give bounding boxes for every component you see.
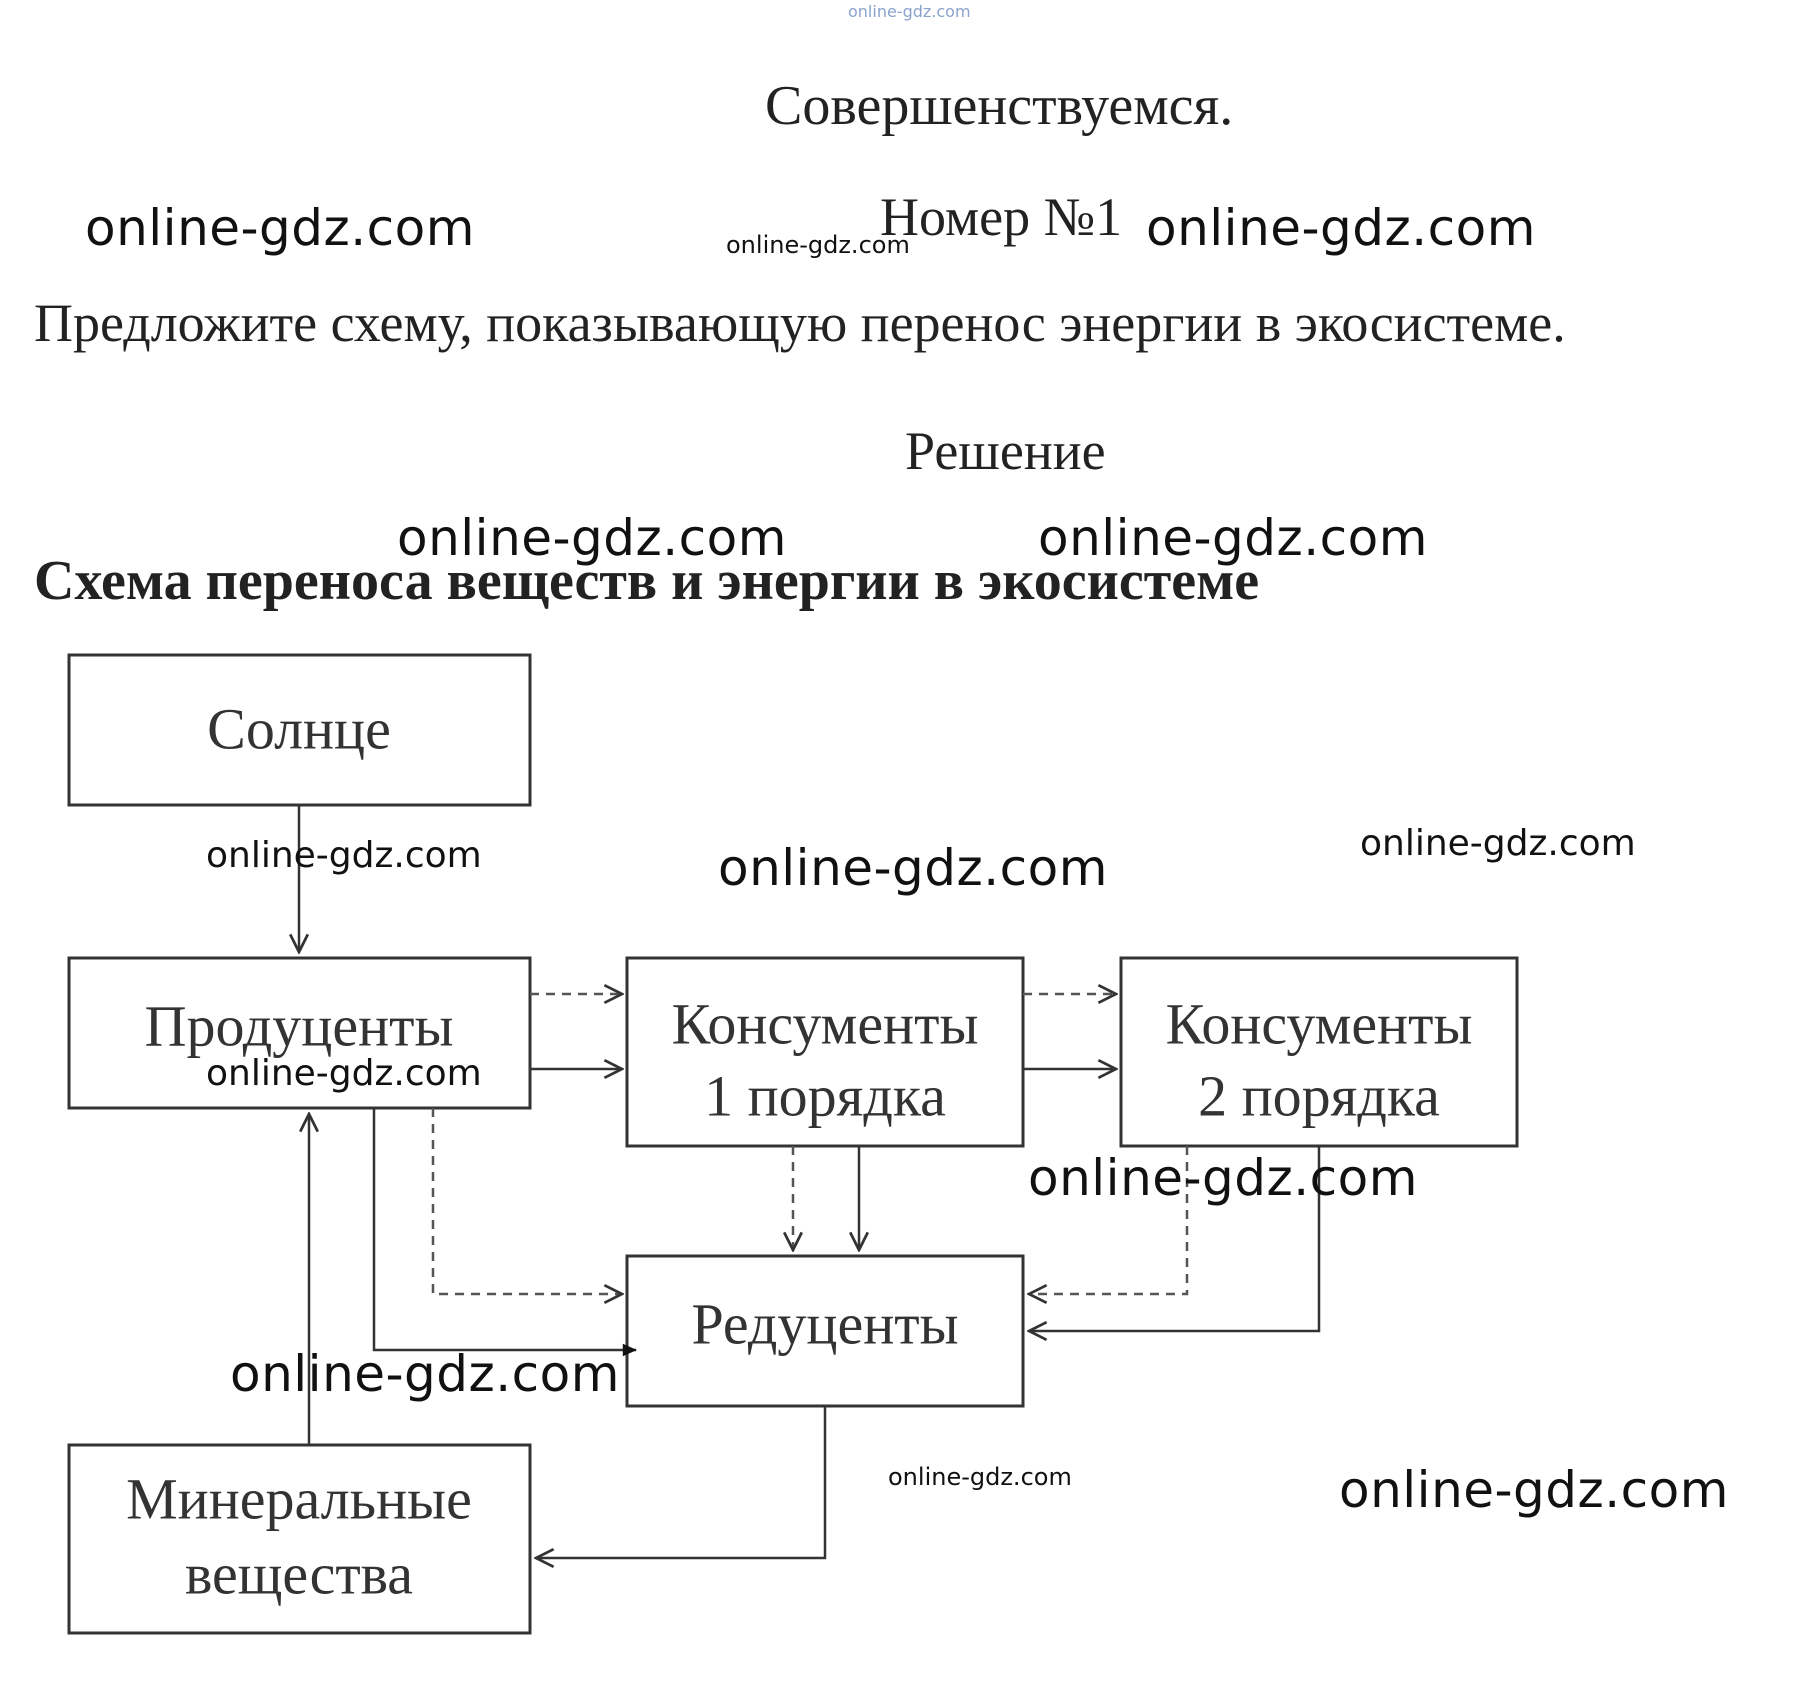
arrow-dashed-producers-to-reducers — [433, 1108, 622, 1294]
problem-number: Номер №1 — [880, 187, 1123, 247]
reducers-label: Редуценты — [691, 1291, 959, 1357]
sun-label: Солнце — [207, 696, 391, 762]
top-watermark: online-gdz.com — [848, 2, 971, 21]
consumers1-label-line2: 1 порядка — [704, 1063, 946, 1129]
watermark: online-gdz.com — [397, 509, 787, 567]
diagram-title: Схема переноса веществ и энергии в экосистеме — [34, 550, 1260, 612]
minerals-label-line2: вещества — [184, 1541, 414, 1607]
task-text: Предложите схему, показывающую перенос энергии в экосистеме. — [34, 293, 1566, 353]
solution-label: Решение — [905, 421, 1106, 481]
watermark: online-gdz.com — [206, 835, 482, 876]
watermark: online-gdz.com — [726, 231, 910, 259]
sun-node — [69, 655, 530, 805]
watermark: online-gdz.com — [1038, 509, 1428, 567]
watermark: online-gdz.com — [85, 199, 475, 257]
consumers2-label-line1: Консументы — [1165, 991, 1473, 1057]
arrow-producers-to-reducers — [374, 1108, 636, 1350]
watermark: online-gdz.com — [718, 839, 1108, 897]
watermark: online-gdz.com — [1360, 823, 1636, 864]
watermark: online-gdz.com — [1028, 1149, 1418, 1207]
arrow-reducers-to-minerals — [536, 1406, 825, 1558]
watermark: online-gdz.com — [1146, 199, 1536, 257]
reducers-node — [627, 1256, 1023, 1406]
watermark: online-gdz.com — [888, 1463, 1072, 1491]
minerals-label-line1: Минеральные — [126, 1466, 472, 1532]
section-heading: Совершенствуемся. — [765, 75, 1234, 137]
consumers1-label-line1: Консументы — [671, 991, 979, 1057]
watermark: online-gdz.com — [206, 1053, 482, 1094]
producers-label: Продуценты — [144, 993, 454, 1059]
consumers1-node — [627, 958, 1023, 1146]
consumers2-node — [1121, 958, 1517, 1146]
minerals-node — [69, 1445, 530, 1633]
watermark: online-gdz.com — [230, 1345, 620, 1403]
watermark: online-gdz.com — [1339, 1461, 1729, 1519]
consumers2-label-line2: 2 порядка — [1198, 1063, 1440, 1129]
